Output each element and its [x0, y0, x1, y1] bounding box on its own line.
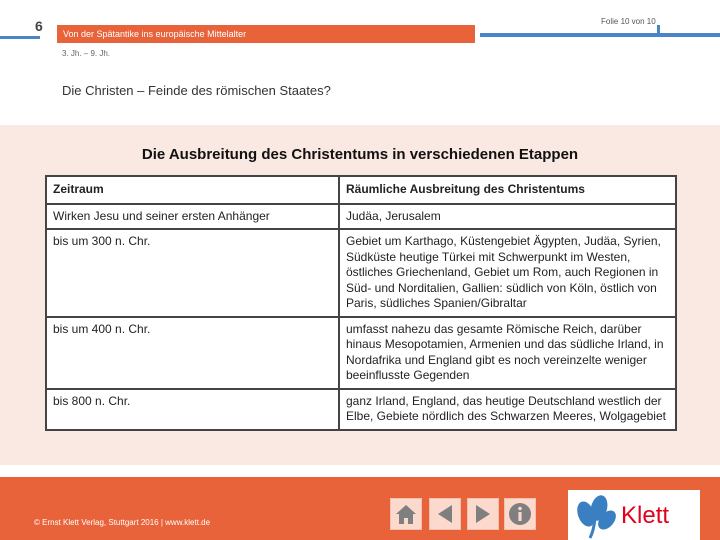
- klett-logo: [568, 490, 700, 540]
- previous-button[interactable]: [429, 498, 461, 530]
- header-accent-line-right: [480, 33, 720, 37]
- next-icon: [468, 499, 498, 529]
- topic-heading: Die Christen – Feinde des römischen Staates?: [62, 83, 331, 98]
- cell-zeitraum: bis um 400 n. Chr.: [46, 317, 339, 389]
- cell-ausbreitung: umfasst nahezu das gesamte Römische Reich, darüber hinaus Mesopotamien, Armenien und das südliche Irland, in Nordafrika und England gibt es noch vereinzelte weniger beeinflusste Gegenden: [339, 317, 676, 389]
- chapter-number: 6: [35, 18, 43, 34]
- info-icon: [505, 499, 535, 529]
- table-row: [46, 204, 676, 230]
- cell-zeitraum: bis um 300 n. Chr.: [46, 229, 339, 317]
- spread-table: [45, 175, 677, 431]
- home-button[interactable]: [390, 498, 422, 530]
- cell-zeitraum: Wirken Jesu und seiner ersten Anhänger: [46, 204, 339, 230]
- table-row: [46, 317, 676, 389]
- cell-ausbreitung: Judäa, Jerusalem: [339, 204, 676, 230]
- slide-counter: Folie 10 von 10: [601, 17, 656, 26]
- table-row: [46, 229, 676, 317]
- klett-clover-icon: [572, 490, 622, 540]
- home-icon: [391, 499, 421, 529]
- header-accent-tick: [657, 25, 660, 37]
- header-accent-line-left: [0, 36, 40, 39]
- cell-ausbreitung: Gebiet um Karthago, Küstengebiet Ägypten, Judäa, Syrien, Südküste heutige Türkei mit Schwerpunkt im Westen, östliches Griechenland, Gebiet um Rom, auch Regionen in Süd- und Norditalien, Gallien: südlich von Köln, östlich von Paris, südliches Spanien/Gibraltar: [339, 229, 676, 317]
- header-ausbreitung: Räumliche Ausbreitung des Christentums: [339, 176, 676, 204]
- table-title: Die Ausbreitung des Christentums in verschiedenen Etappen: [141, 146, 579, 163]
- table-row: [46, 389, 676, 430]
- previous-icon: [430, 499, 460, 529]
- header-zeitraum: Zeitraum: [46, 176, 339, 204]
- cell-ausbreitung: ganz Irland, England, das heutige Deutschland westlich der Elbe, Gebiete nördlich des Schwarzen Meeres, Wolgagebiet: [339, 389, 676, 430]
- period-label: 3. Jh. – 9. Jh.: [62, 49, 111, 58]
- klett-logo-text: Klett: [621, 502, 670, 529]
- chapter-title: Von der Spätantike ins europäische Mittelalter: [63, 29, 247, 39]
- table-header-row: [46, 176, 676, 204]
- cell-zeitraum: bis 800 n. Chr.: [46, 389, 339, 430]
- copyright-text: © Ernst Klett Verlag, Stuttgart 2016 | www.klett.de: [34, 518, 211, 527]
- chapter-title-bar: [57, 25, 475, 43]
- next-button[interactable]: [467, 498, 499, 530]
- info-button[interactable]: [504, 498, 536, 530]
